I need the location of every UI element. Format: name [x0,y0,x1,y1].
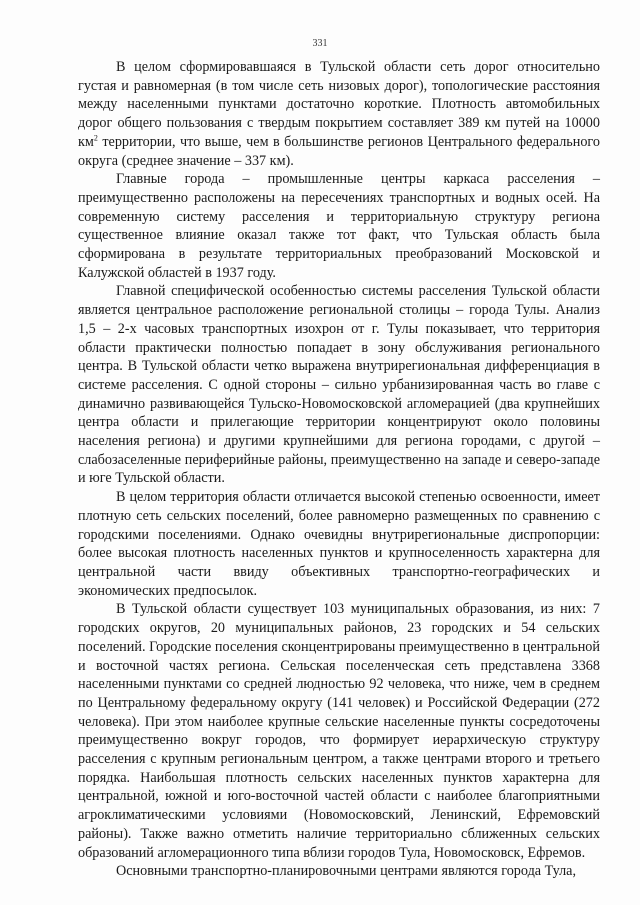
paragraph-6: Основными транспортно-планировочными центрами являются города Тула, [116,863,576,880]
paragraph-1 [78,58,600,170]
paragraph-5: В Тульской области существует 103 муниципальных образования, из них: 7 городских округов, 20 муниципальных районов, 23 городских и 54 сельских поселений. Городские поселения сконцентрированы преимущественно в центральной и восточной частях региона. Сельская поселенческая сеть представлена 3368 населенными пунктами со средней людностью 92 человека, что ниже, чем в среднем по Центральному федеральному округу (141 человек) и Российской Федерации (272 человека). При этом наиболее крупные сельские населенные пункты сосредоточены преимущественно вокруг городов, что формирует иерархическую структуру расселения с крупным региональным центром, а также центрами второго и третьего порядка. Наибольшая плотность сельских населенных пунктов характерна для центральной, южной и юго-восточной частей области с наиболее благоприятными агроклиматическими условиями (Новомосковский, Ленинский, Ефремовский районы). Также важно отметить наличие территориально сближенных сельских образований агломерационного типа вблизи городов Тула, Новомосковск, Ефремов. [78,601,600,861]
paragraph-1-text-end: территории, что выше, чем в большинстве регионов Центрального федерального округа (среднее значение – 337 км). [78,133,600,169]
paragraph-3: Главной специфической особенностью системы расселения Тульской области является центральное расположение региональной столицы – города Тулы. Анализ 1,5 – 2-х часовых транспортных изохрон от г. Тулы показывает, что территория области практически полностью попадает в зону обслуживания регионального центра. В Тульской области четко выражена внутрирегиональная дифференциация в системе расселения. С одной стороны – сильно урбанизированная часть во главе с динамично развивающейся Тульско-Новомосковской агломерацией (два крупнейших центра области и прилегающие территории концентрируют около половины населения региона) и другими крупнейшими для региона городами, с другой – слабозаселенные периферийные районы, преимущественно на западе и северо-западе и юге Тульской области. [78,283,600,487]
paragraph-2: Главные города – промышленные центры каркаса расселения – преимущественно расположены на пересечениях транспортных и водных осей. На современную систему расселения и территориальную структуру региона существенное влияние оказал также тот факт, что Тульская область была сформирована в результате территориальных преобразований Московской и Калужской областей в 1937 году. [78,171,600,281]
page-number: 331 [312,38,328,49]
paragraph-1-text: В целом сформировавшаяся в Тульской области сеть дорог относительно густая и равномерная (в том числе сеть низовых дорог), топологические расстояния между населенными пунктами достаточно короткие. Плотность автомобильных дорог общего пользования с твердым покрытием составляет 389 км путей на 10000 км [78,59,600,150]
paragraph-4: В целом территория области отличается высокой степенью освоенности, имеет плотную сеть сельских поселений, более равномерно размещенных по сравнению с городскими поселениями. Однако очевидны внутрирегиональные диспропорции: более высокая плотность населенных пунктов и крупноселенность характерна для центральной части ввиду объективных транспортно-географических и экономических предпосылок. [78,489,600,599]
superscript-2: 2 [93,133,98,143]
body-text [78,58,600,881]
